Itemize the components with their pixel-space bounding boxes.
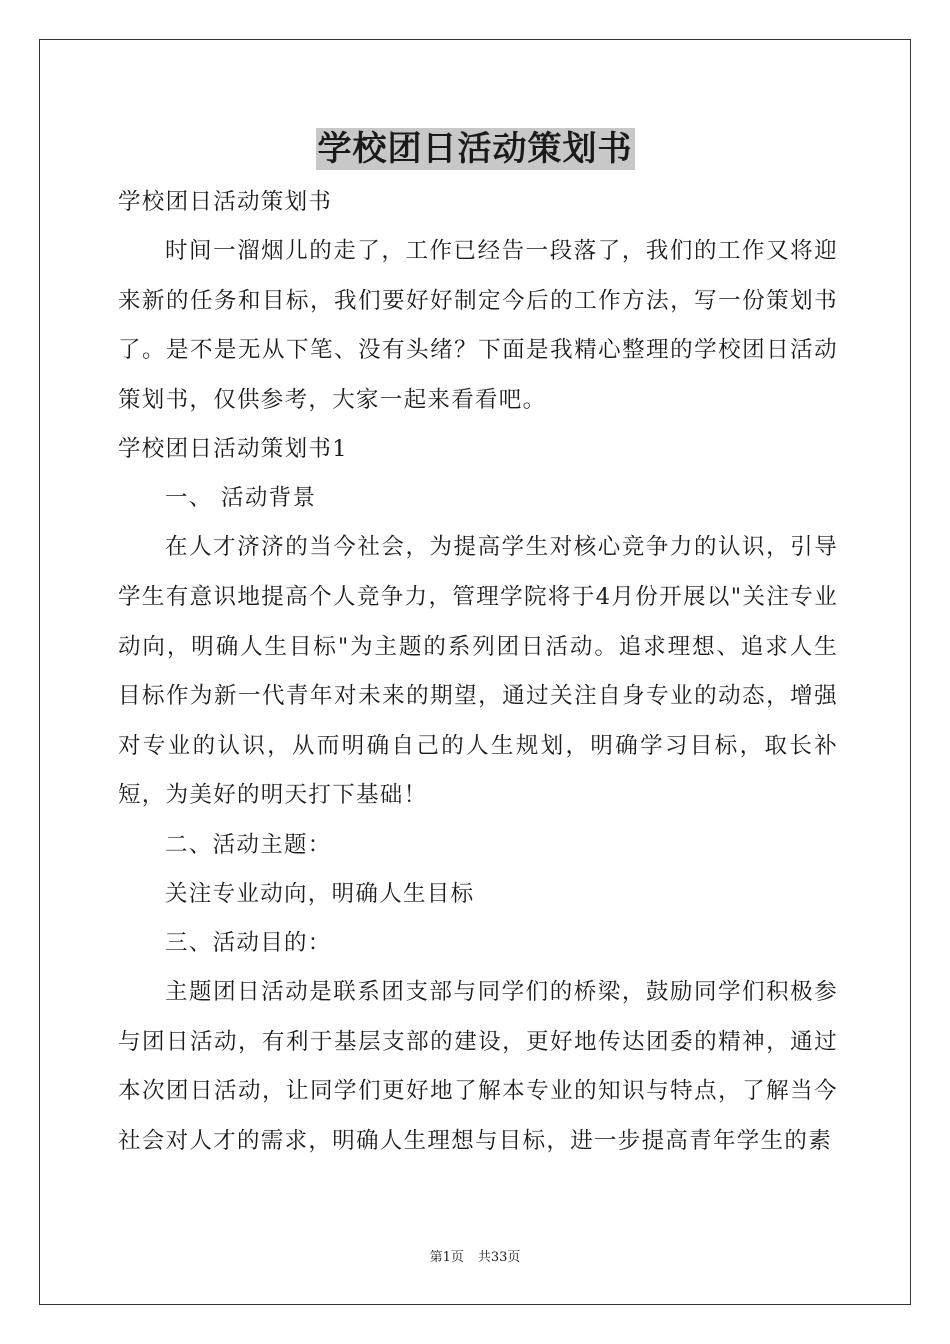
heading-purpose: 三、活动目的：	[165, 929, 332, 956]
theme-text: 关注专业动向，明确人生目标	[165, 880, 475, 907]
total-pages: 共33页	[477, 1250, 521, 1265]
page-footer	[0, 1246, 950, 1265]
page-number: 第1页	[429, 1250, 464, 1265]
document-subtitle: 学校团日活动策划书	[118, 189, 333, 215]
purpose-paragraph: 主题团日活动是联系团支部与同学们的桥梁，鼓励同学们积极参与团日活动，有利于基层支部的建设，更好地传达团委的精神，通过本次团日活动，让同学们更好地了解本专业的知识与特点，了解当今社会对人才的需求，明确人生理想与目标，进一步提高青年学生的素	[118, 978, 838, 1154]
section-heading: 学校团日活动策划书1	[118, 436, 348, 463]
heading-theme: 二、活动主题：	[165, 831, 332, 858]
document-title: 学校团日活动策划书	[317, 129, 633, 169]
intro-paragraph: 时间一溜烟儿的走了，工作已经告一段落了，我们的工作又将迎来新的任务和目标，我们要好好制定今后的工作方法，写一份策划书了。是不是无从下笔、没有头绪？下面是我精心整理的学校团日活动策划书，仅供参考，大家一起来看看吧。	[118, 238, 838, 413]
heading-background: 一、 活动背景	[165, 485, 317, 512]
document-body	[118, 178, 838, 1166]
title-container	[0, 128, 950, 170]
background-paragraph: 在人才济济的当今社会，为提高学生对核心竞争力的认识，引导学生有意识地提高个人竞争力，管理学院将于4月份开展以"关注专业动向，明确人生目标"为主题的系列团日活动。追求理想、追求人生目标作为新一代青年对未来的期望，通过关注自身专业的动态，增强对专业的认识，从而明确自己的人生规划，明确学习目标，取长补短，为美好的明天打下基础！	[118, 534, 838, 809]
